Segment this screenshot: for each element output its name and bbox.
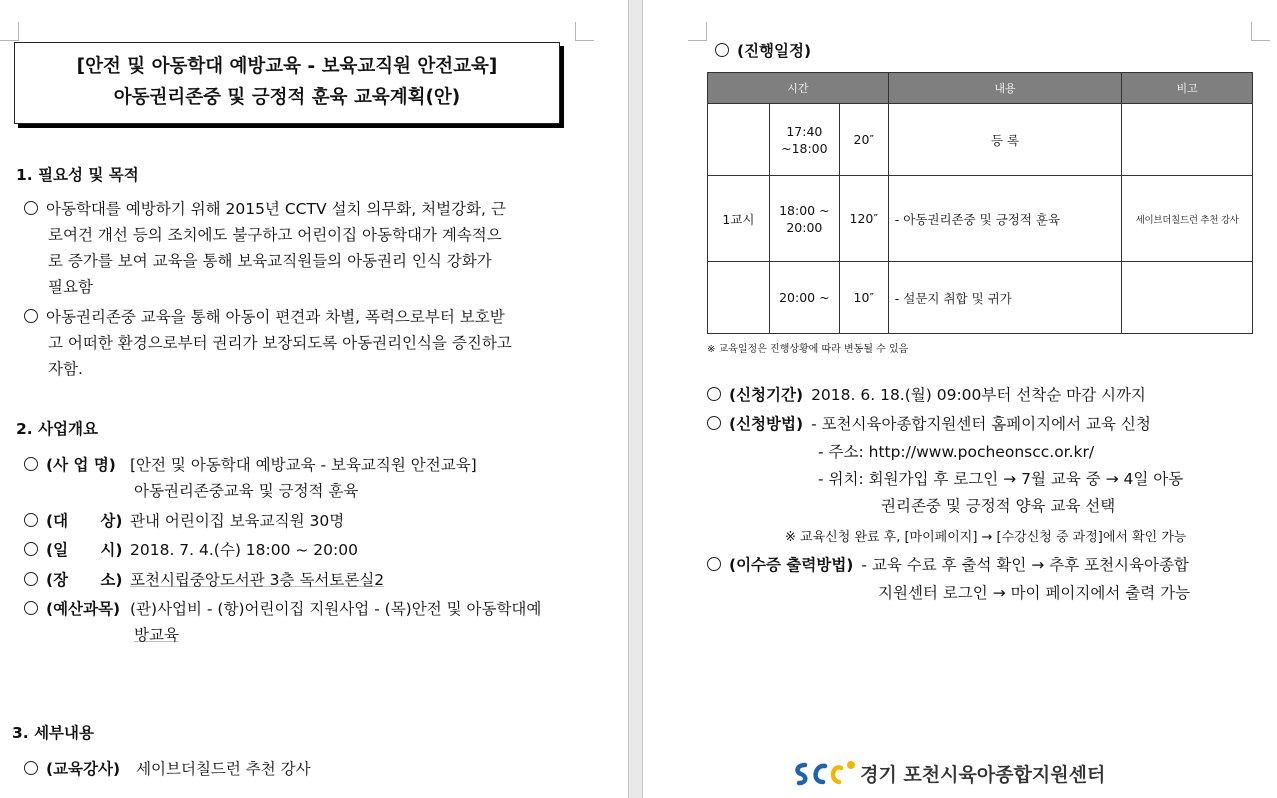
duration-cell: 120″ (839, 176, 888, 262)
overview-item-budget (24, 596, 541, 648)
bullet-circle-icon (24, 601, 38, 615)
time-cell: 17:40 ~18:00 (769, 104, 839, 176)
logo-mark-icon (791, 756, 863, 790)
overview-value: 2018. 7. 4.(수) 18:00 ~ 20:00 (130, 541, 358, 559)
overview-label: (예산과목) (46, 600, 121, 618)
content-cell: - 설문지 취합 및 귀가 (888, 262, 1121, 334)
purpose-line: 필요함 (48, 278, 93, 296)
certificate-method (707, 552, 1189, 578)
section-heading-purpose: 1. 필요성 및 목적 (16, 166, 139, 184)
duration-cell: 10″ (839, 262, 888, 334)
overview-value: 포천시립중앙도서관 3층 독서토론실2 (130, 571, 385, 589)
crop-mark (1251, 22, 1270, 41)
table-header-row (708, 73, 1253, 104)
details-label: (교육강사) (46, 760, 121, 778)
purpose-line: 자함. (48, 360, 83, 378)
apply-method (707, 411, 1151, 437)
bullet-circle-icon (24, 309, 38, 323)
certificate-line-2: 지원센터 로그인 → 마이 페이지에서 출력 가능 (878, 584, 1191, 602)
overview-value: (관)사업비 - (항)어린이집 지원사업 - (목)안전 및 아동학대예 (130, 600, 542, 618)
right-page (643, 0, 1277, 798)
overview-label: (장 소) (46, 571, 123, 589)
note-cell (1122, 262, 1253, 334)
table-header-cell: 내용 (888, 73, 1121, 104)
session-cell (708, 262, 770, 334)
purpose-line: 고 어떠한 환경으로부터 권리가 보장되도록 아동권리인식을 증진하고 (48, 334, 512, 352)
location-line-2: 권리존중 및 긍정적 양육 교육 선택 (881, 497, 1116, 515)
apply-period (707, 382, 1146, 408)
bullet-circle-icon (24, 457, 38, 471)
details-item-instructor (24, 756, 311, 782)
section-heading-overview: 2. 사업개요 (16, 420, 98, 438)
schedule-heading-text: (진행일정) (737, 42, 812, 60)
purpose-line: 로 증가를 보여 교육을 통해 보육교직원들의 아동권리 인식 강화가 (48, 252, 492, 270)
purpose-item-2 (24, 304, 564, 382)
bullet-circle-icon (24, 761, 38, 775)
bullet-circle-icon (707, 416, 721, 430)
overview-value: 관내 어린이집 보육교직원 30명 (130, 512, 345, 530)
logo-text: 경기 포천시육아종합지원센터 (860, 763, 1106, 786)
table-row (708, 104, 1253, 176)
section-heading-details: 3. 세부내용 (12, 724, 94, 742)
crop-mark (0, 22, 19, 41)
table-header-cell: 시간 (708, 73, 889, 104)
overview-value: [안전 및 아동학대 예방교육 - 보육교직원 안전교육] (130, 456, 477, 474)
table-row (708, 262, 1253, 334)
certificate-label: (이수증 출력방법) (729, 556, 854, 574)
details-value: 세이브더칠드런 추천 강사 (136, 760, 311, 778)
content-cell: 등 록 (888, 104, 1121, 176)
purpose-item-1 (24, 196, 564, 300)
table-footnote: ※ 교육일정은 진행상황에 따라 변동될 수 있음 (707, 344, 909, 355)
overview-label: (대 상) (46, 512, 123, 530)
address-line: - 주소: http://www.pocheonscc.or.kr/ (818, 443, 1095, 461)
crop-mark (575, 22, 594, 41)
overview-item-place (24, 567, 384, 593)
bullet-circle-icon (707, 557, 721, 571)
bullet-circle-icon (24, 201, 38, 215)
apply-method-value: - 포천시육아종합지원센터 홈페이지에서 교육 신청 (811, 415, 1151, 433)
apply-period-label: (신청기간) (729, 386, 804, 404)
schedule-heading (715, 38, 811, 64)
time-cell: 18:00 ~ 20:00 (769, 176, 839, 262)
session-cell: 1교시 (708, 176, 770, 262)
left-page (0, 0, 628, 798)
overview-value: 아동권리존중교육 및 긍정적 훈육 (134, 482, 359, 500)
purpose-line: 아동권리존중 교육을 통해 아동이 편견과 차별, 폭력으로부터 보호받 (46, 308, 505, 326)
overview-item-target (24, 508, 344, 534)
location-line-1: - 위치: 회원가입 후 로그인 → 7월 교육 중 → 4일 아동 (818, 470, 1184, 488)
center-logo (791, 756, 1105, 790)
certificate-value: - 교육 수료 후 출석 확인 → 추후 포천시육아종합 (861, 556, 1189, 574)
duration-cell: 20″ (839, 104, 888, 176)
session-cell (708, 104, 770, 176)
apply-period-value: 2018. 6. 18.(월) 09:00부터 선착순 마감 시까지 (811, 386, 1146, 404)
bullet-circle-icon (24, 513, 38, 527)
bullet-circle-icon (24, 572, 38, 586)
time-cell: 20:00 ~ (769, 262, 839, 334)
bullet-circle-icon (24, 542, 38, 556)
content-cell: - 아동권리존중 및 긍정적 훈육 (888, 176, 1121, 262)
title-line-2: 아동권리존중 및 긍정적 훈육 교육계획(안) (113, 87, 461, 108)
table-row (708, 176, 1253, 262)
overview-item-datetime (24, 537, 358, 563)
confirm-note: ※ 교육신청 완료 후, [마이페이지] → [수강신청 중 과정]에서 확인 가능 (785, 530, 1187, 545)
overview-label: (사 업 명) (46, 456, 116, 474)
overview-item-name (24, 452, 477, 504)
note-cell: 세이브더칠드런 추천 강사 (1122, 176, 1253, 262)
purpose-line: 아동학대를 예방하기 위해 2015년 CCTV 설치 의무화, 처벌강화, 근 (46, 200, 506, 218)
overview-label: (일 시) (46, 541, 123, 559)
crop-mark (688, 22, 707, 41)
apply-method-label: (신청방법) (729, 415, 804, 433)
schedule-table (707, 72, 1253, 334)
document-title-box (14, 42, 560, 124)
page-gutter (628, 0, 643, 798)
bullet-circle-icon (715, 43, 729, 57)
table-header-cell: 비고 (1122, 73, 1253, 104)
purpose-line: 로여건 개선 등의 조치에도 불구하고 어린이집 아동학대가 계속적으 (48, 226, 502, 244)
title-line-1: [안전 및 아동학대 예방교육 - 보육교직원 안전교육] (76, 56, 498, 77)
overview-value: 방교육 (134, 626, 179, 644)
note-cell (1122, 104, 1253, 176)
bullet-circle-icon (707, 387, 721, 401)
